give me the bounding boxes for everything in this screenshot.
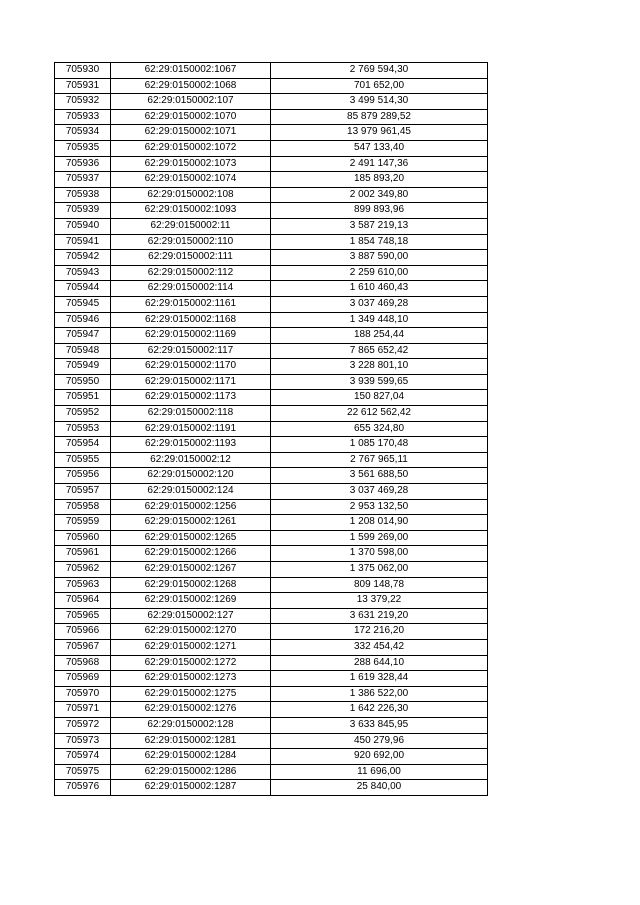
table-row xyxy=(55,717,488,733)
row-number-cell: 705953 xyxy=(55,421,111,437)
value-cell: 1 854 748,18 xyxy=(271,234,488,250)
value-cell: 920 692,00 xyxy=(271,749,488,765)
value-cell: 655 324,80 xyxy=(271,421,488,437)
table-row xyxy=(55,530,488,546)
table-row xyxy=(55,125,488,141)
cadastral-number-cell: 62:29:0150002:1281 xyxy=(111,733,271,749)
cadastral-number-cell: 62:29:0150002:1261 xyxy=(111,515,271,531)
row-number-cell: 705947 xyxy=(55,328,111,344)
cadastral-number-cell: 62:29:0150002:1068 xyxy=(111,78,271,94)
value-cell: 1 599 269,00 xyxy=(271,530,488,546)
row-number-cell: 705954 xyxy=(55,437,111,453)
table-row xyxy=(55,577,488,593)
value-cell: 172 216,20 xyxy=(271,624,488,640)
table-row xyxy=(55,780,488,796)
value-cell: 2 767 965,11 xyxy=(271,452,488,468)
value-cell: 7 865 652,42 xyxy=(271,343,488,359)
row-number-cell: 705949 xyxy=(55,359,111,375)
table-row xyxy=(55,265,488,281)
row-number-cell: 705940 xyxy=(55,218,111,234)
value-cell: 2 769 594,30 xyxy=(271,63,488,79)
row-number-cell: 705955 xyxy=(55,452,111,468)
table-row xyxy=(55,437,488,453)
row-number-cell: 705969 xyxy=(55,671,111,687)
table-row xyxy=(55,593,488,609)
row-number-cell: 705967 xyxy=(55,639,111,655)
value-cell: 3 631 219,20 xyxy=(271,608,488,624)
cadastral-number-cell: 62:29:0150002:11 xyxy=(111,218,271,234)
row-number-cell: 705961 xyxy=(55,546,111,562)
row-number-cell: 705933 xyxy=(55,109,111,125)
table-row xyxy=(55,546,488,562)
table-row xyxy=(55,328,488,344)
value-cell: 547 133,40 xyxy=(271,140,488,156)
row-number-cell: 705962 xyxy=(55,562,111,578)
cadastral-number-cell: 62:29:0150002:1266 xyxy=(111,546,271,562)
value-cell: 3 037 469,28 xyxy=(271,484,488,500)
table-row xyxy=(55,156,488,172)
value-cell: 3 499 514,30 xyxy=(271,94,488,110)
cadastral-number-cell: 62:29:0150002:1256 xyxy=(111,499,271,515)
table-row xyxy=(55,187,488,203)
value-cell: 1 349 448,10 xyxy=(271,312,488,328)
row-number-cell: 705937 xyxy=(55,172,111,188)
cadastral-number-cell: 62:29:0150002:1272 xyxy=(111,655,271,671)
table-row xyxy=(55,749,488,765)
value-cell: 2 491 147,36 xyxy=(271,156,488,172)
value-cell: 1 610 460,43 xyxy=(271,281,488,297)
cadastral-number-cell: 62:29:0150002:1171 xyxy=(111,374,271,390)
cadastral-number-cell: 62:29:0150002:1287 xyxy=(111,780,271,796)
row-number-cell: 705965 xyxy=(55,608,111,624)
cadastral-number-cell: 62:29:0150002:1070 xyxy=(111,109,271,125)
value-cell: 85 879 289,52 xyxy=(271,109,488,125)
cadastral-number-cell: 62:29:0150002:127 xyxy=(111,608,271,624)
row-number-cell: 705948 xyxy=(55,343,111,359)
table-row xyxy=(55,63,488,79)
value-cell: 3 561 688,50 xyxy=(271,468,488,484)
value-cell: 450 279,96 xyxy=(271,733,488,749)
table-row xyxy=(55,109,488,125)
table-row xyxy=(55,374,488,390)
value-cell: 2 002 349,80 xyxy=(271,187,488,203)
row-number-cell: 705960 xyxy=(55,530,111,546)
table-row xyxy=(55,671,488,687)
row-number-cell: 705956 xyxy=(55,468,111,484)
table-row xyxy=(55,390,488,406)
cadastral-number-cell: 62:29:0150002:1271 xyxy=(111,639,271,655)
row-number-cell: 705968 xyxy=(55,655,111,671)
row-number-cell: 705938 xyxy=(55,187,111,203)
table-row xyxy=(55,655,488,671)
table-row xyxy=(55,281,488,297)
table-row xyxy=(55,94,488,110)
table-row xyxy=(55,140,488,156)
value-cell: 185 893,20 xyxy=(271,172,488,188)
cadastral-number-cell: 62:29:0150002:1191 xyxy=(111,421,271,437)
cadastral-number-cell: 62:29:0150002:128 xyxy=(111,717,271,733)
value-cell: 3 037 469,28 xyxy=(271,296,488,312)
value-cell: 11 696,00 xyxy=(271,764,488,780)
table-row xyxy=(55,764,488,780)
cadastral-number-cell: 62:29:0150002:1169 xyxy=(111,328,271,344)
value-cell: 3 587 219,13 xyxy=(271,218,488,234)
cadastral-number-cell: 62:29:0150002:1269 xyxy=(111,593,271,609)
cadastral-number-cell: 62:29:0150002:110 xyxy=(111,234,271,250)
cadastral-number-cell: 62:29:0150002:111 xyxy=(111,250,271,266)
table-row xyxy=(55,733,488,749)
value-cell: 332 454,42 xyxy=(271,639,488,655)
value-cell: 13 379,22 xyxy=(271,593,488,609)
row-number-cell: 705932 xyxy=(55,94,111,110)
row-number-cell: 705945 xyxy=(55,296,111,312)
row-number-cell: 705930 xyxy=(55,63,111,79)
table-row xyxy=(55,312,488,328)
cadastral-number-cell: 62:29:0150002:1073 xyxy=(111,156,271,172)
row-number-cell: 705941 xyxy=(55,234,111,250)
cadastral-number-cell: 62:29:0150002:1268 xyxy=(111,577,271,593)
table-body xyxy=(55,63,488,796)
cadastral-number-cell: 62:29:0150002:1286 xyxy=(111,764,271,780)
cadastral-number-cell: 62:29:0150002:1173 xyxy=(111,390,271,406)
value-cell: 1 386 522,00 xyxy=(271,686,488,702)
value-cell: 25 840,00 xyxy=(271,780,488,796)
cadastral-number-cell: 62:29:0150002:1273 xyxy=(111,671,271,687)
value-cell: 2 953 132,50 xyxy=(271,499,488,515)
table-row xyxy=(55,702,488,718)
value-cell: 701 652,00 xyxy=(271,78,488,94)
row-number-cell: 705943 xyxy=(55,265,111,281)
cadastral-number-cell: 62:29:0150002:1072 xyxy=(111,140,271,156)
table-row xyxy=(55,686,488,702)
cadastral-number-cell: 62:29:0150002:1067 xyxy=(111,63,271,79)
table-row xyxy=(55,468,488,484)
table-row xyxy=(55,218,488,234)
table-row xyxy=(55,359,488,375)
row-number-cell: 705974 xyxy=(55,749,111,765)
value-cell: 1 208 014,90 xyxy=(271,515,488,531)
row-number-cell: 705951 xyxy=(55,390,111,406)
cadastral-number-cell: 62:29:0150002:1093 xyxy=(111,203,271,219)
cadastral-number-cell: 62:29:0150002:1270 xyxy=(111,624,271,640)
value-cell: 3 887 590,00 xyxy=(271,250,488,266)
cadastral-number-cell: 62:29:0150002:1193 xyxy=(111,437,271,453)
cadastral-number-cell: 62:29:0150002:1170 xyxy=(111,359,271,375)
cadastral-number-cell: 62:29:0150002:1074 xyxy=(111,172,271,188)
cadastral-value-table xyxy=(54,62,488,796)
row-number-cell: 705952 xyxy=(55,406,111,422)
table-row xyxy=(55,421,488,437)
value-cell: 3 633 845,95 xyxy=(271,717,488,733)
cadastral-number-cell: 62:29:0150002:1161 xyxy=(111,296,271,312)
cadastral-number-cell: 62:29:0150002:112 xyxy=(111,265,271,281)
row-number-cell: 705931 xyxy=(55,78,111,94)
row-number-cell: 705934 xyxy=(55,125,111,141)
value-cell: 22 612 562,42 xyxy=(271,406,488,422)
cadastral-number-cell: 62:29:0150002:12 xyxy=(111,452,271,468)
table-row xyxy=(55,172,488,188)
row-number-cell: 705966 xyxy=(55,624,111,640)
table-row xyxy=(55,406,488,422)
cadastral-number-cell: 62:29:0150002:117 xyxy=(111,343,271,359)
cadastral-number-cell: 62:29:0150002:1168 xyxy=(111,312,271,328)
table-row xyxy=(55,484,488,500)
cadastral-number-cell: 62:29:0150002:107 xyxy=(111,94,271,110)
table-row xyxy=(55,639,488,655)
value-cell: 3 228 801,10 xyxy=(271,359,488,375)
row-number-cell: 705971 xyxy=(55,702,111,718)
row-number-cell: 705942 xyxy=(55,250,111,266)
table-row xyxy=(55,515,488,531)
row-number-cell: 705963 xyxy=(55,577,111,593)
value-cell: 3 939 599,65 xyxy=(271,374,488,390)
row-number-cell: 705973 xyxy=(55,733,111,749)
value-cell: 1 619 328,44 xyxy=(271,671,488,687)
row-number-cell: 705975 xyxy=(55,764,111,780)
row-number-cell: 705972 xyxy=(55,717,111,733)
row-number-cell: 705935 xyxy=(55,140,111,156)
table-row xyxy=(55,234,488,250)
cadastral-number-cell: 62:29:0150002:1276 xyxy=(111,702,271,718)
row-number-cell: 705976 xyxy=(55,780,111,796)
cadastral-number-cell: 62:29:0150002:124 xyxy=(111,484,271,500)
value-cell: 1 375 062,00 xyxy=(271,562,488,578)
table-row xyxy=(55,250,488,266)
row-number-cell: 705946 xyxy=(55,312,111,328)
cadastral-number-cell: 62:29:0150002:1284 xyxy=(111,749,271,765)
value-cell: 2 259 610,00 xyxy=(271,265,488,281)
value-cell: 899 893,96 xyxy=(271,203,488,219)
row-number-cell: 705958 xyxy=(55,499,111,515)
cadastral-number-cell: 62:29:0150002:108 xyxy=(111,187,271,203)
table-row xyxy=(55,296,488,312)
table-row xyxy=(55,608,488,624)
cadastral-number-cell: 62:29:0150002:1071 xyxy=(111,125,271,141)
row-number-cell: 705970 xyxy=(55,686,111,702)
table-row xyxy=(55,203,488,219)
row-number-cell: 705936 xyxy=(55,156,111,172)
row-number-cell: 705944 xyxy=(55,281,111,297)
value-cell: 13 979 961,45 xyxy=(271,125,488,141)
row-number-cell: 705964 xyxy=(55,593,111,609)
value-cell: 188 254,44 xyxy=(271,328,488,344)
cadastral-number-cell: 62:29:0150002:1267 xyxy=(111,562,271,578)
table-row xyxy=(55,499,488,515)
cadastral-number-cell: 62:29:0150002:118 xyxy=(111,406,271,422)
cadastral-number-cell: 62:29:0150002:120 xyxy=(111,468,271,484)
value-cell: 1 370 598,00 xyxy=(271,546,488,562)
value-cell: 1 085 170,48 xyxy=(271,437,488,453)
row-number-cell: 705950 xyxy=(55,374,111,390)
cadastral-number-cell: 62:29:0150002:1265 xyxy=(111,530,271,546)
value-cell: 150 827,04 xyxy=(271,390,488,406)
value-cell: 809 148,78 xyxy=(271,577,488,593)
table-row xyxy=(55,452,488,468)
cadastral-number-cell: 62:29:0150002:1275 xyxy=(111,686,271,702)
table-row xyxy=(55,624,488,640)
table-row xyxy=(55,343,488,359)
table-row xyxy=(55,562,488,578)
value-cell: 288 644,10 xyxy=(271,655,488,671)
row-number-cell: 705957 xyxy=(55,484,111,500)
value-cell: 1 642 226,30 xyxy=(271,702,488,718)
cadastral-number-cell: 62:29:0150002:114 xyxy=(111,281,271,297)
row-number-cell: 705959 xyxy=(55,515,111,531)
row-number-cell: 705939 xyxy=(55,203,111,219)
table-row xyxy=(55,78,488,94)
